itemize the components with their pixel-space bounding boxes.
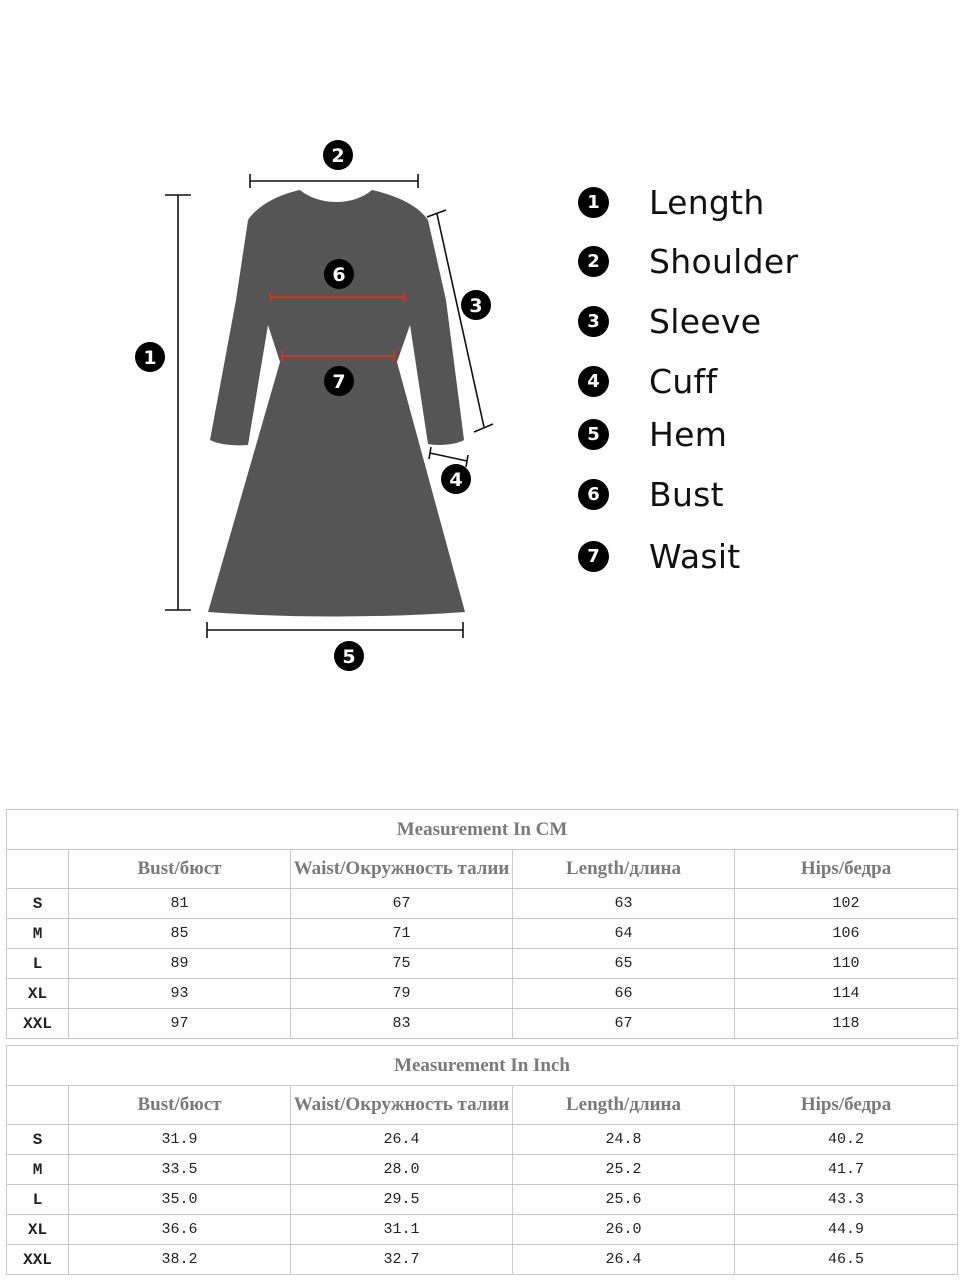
- value-cell: 40.2: [735, 1125, 958, 1155]
- value-cell: 114: [735, 979, 958, 1009]
- legend-item-waist: [578, 536, 741, 576]
- svg-text:4: 4: [449, 469, 463, 491]
- value-cell: 31.1: [291, 1215, 513, 1245]
- value-cell: 71: [291, 919, 513, 949]
- value-cell: 32.7: [291, 1245, 513, 1275]
- shoulder-dimension-line: [250, 174, 418, 188]
- header-cell: [7, 1086, 69, 1125]
- legend-item-hem: [578, 414, 727, 454]
- header-cell: Length/длина: [513, 1086, 735, 1125]
- value-cell: 24.8: [513, 1125, 735, 1155]
- table-row: [7, 1245, 958, 1275]
- cuff-dimension-line: [429, 447, 468, 467]
- value-cell: 31.9: [69, 1125, 291, 1155]
- legend-label: Length: [649, 182, 765, 222]
- svg-text:6: 6: [332, 264, 346, 286]
- table-title: Measurement In Inch: [7, 1046, 958, 1086]
- value-cell: 46.5: [735, 1245, 958, 1275]
- value-cell: 29.5: [291, 1185, 513, 1215]
- value-cell: 43.3: [735, 1185, 958, 1215]
- size-cell: XXL: [7, 1009, 69, 1039]
- value-cell: 65: [513, 949, 735, 979]
- size-table-inch: [6, 1045, 958, 1275]
- size-cell: L: [7, 1185, 69, 1215]
- value-cell: 38.2: [69, 1245, 291, 1275]
- table-row: [7, 949, 958, 979]
- value-cell: 67: [513, 1009, 735, 1039]
- value-cell: 26.0: [513, 1215, 735, 1245]
- header-cell: [7, 850, 69, 889]
- marker-3: [461, 290, 491, 320]
- table-row: [7, 1185, 958, 1215]
- size-cell: XL: [7, 979, 69, 1009]
- length-dimension-line: [165, 195, 191, 610]
- legend-label: Hem: [649, 414, 728, 454]
- header-cell: Length/длина: [513, 850, 735, 889]
- value-cell: 26.4: [291, 1125, 513, 1155]
- header-cell: Bust/бюст: [69, 1086, 291, 1125]
- value-cell: 110: [735, 949, 958, 979]
- value-cell: 97: [69, 1009, 291, 1039]
- value-cell: 89: [69, 949, 291, 979]
- value-cell: 66: [513, 979, 735, 1009]
- value-cell: 25.6: [513, 1185, 735, 1215]
- value-cell: 79: [291, 979, 513, 1009]
- value-cell: 75: [291, 949, 513, 979]
- marker-1: [135, 342, 165, 372]
- header-cell: Waist/Окружность талии: [291, 850, 513, 889]
- value-cell: 118: [735, 1009, 958, 1039]
- legend-label: Bust: [649, 474, 724, 514]
- value-cell: 81: [69, 889, 291, 919]
- value-cell: 106: [735, 919, 958, 949]
- value-cell: 63: [513, 889, 735, 919]
- size-cell: M: [7, 919, 69, 949]
- legend-label: Cuff: [649, 361, 718, 401]
- svg-text:3: 3: [469, 295, 483, 317]
- value-cell: 67: [291, 889, 513, 919]
- size-cell: S: [7, 889, 69, 919]
- legend-item-length: [578, 182, 765, 222]
- table-row: [7, 919, 958, 949]
- marker-7: [324, 366, 354, 396]
- legend-number: 4: [578, 366, 609, 397]
- size-cell: L: [7, 949, 69, 979]
- table-title-row: [7, 1046, 958, 1086]
- svg-text:2: 2: [331, 145, 345, 167]
- value-cell: 85: [69, 919, 291, 949]
- svg-text:1: 1: [143, 347, 157, 369]
- svg-text:5: 5: [342, 646, 356, 668]
- legend-number: 5: [578, 419, 609, 450]
- table-title: Measurement In CM: [7, 810, 958, 850]
- table-header-row: [7, 1086, 958, 1125]
- size-cell: XL: [7, 1215, 69, 1245]
- table-row: [7, 889, 958, 919]
- marker-4: [441, 464, 471, 494]
- table-header-row: [7, 850, 958, 889]
- value-cell: 41.7: [735, 1155, 958, 1185]
- value-cell: 36.6: [69, 1215, 291, 1245]
- svg-text:7: 7: [332, 371, 346, 393]
- size-cell: S: [7, 1125, 69, 1155]
- legend-number: 3: [578, 306, 609, 337]
- table-row: [7, 1009, 958, 1039]
- value-cell: 83: [291, 1009, 513, 1039]
- legend-item-sleeve: [578, 301, 761, 341]
- value-cell: 102: [735, 889, 958, 919]
- legend-number: 1: [578, 187, 609, 218]
- legend-item-shoulder: [578, 241, 798, 281]
- value-cell: 28.0: [291, 1155, 513, 1185]
- header-cell: Hips/бедра: [735, 850, 958, 889]
- value-cell: 26.4: [513, 1245, 735, 1275]
- value-cell: 33.5: [69, 1155, 291, 1185]
- table-row: [7, 1215, 958, 1245]
- legend-label: Wasit: [649, 536, 741, 576]
- marker-6: [324, 259, 354, 289]
- legend-label: Sleeve: [649, 301, 762, 341]
- marker-5: [334, 641, 364, 671]
- value-cell: 35.0: [69, 1185, 291, 1215]
- value-cell: 64: [513, 919, 735, 949]
- size-cell: M: [7, 1155, 69, 1185]
- hem-dimension-line: [207, 622, 463, 638]
- legend-item-bust: [578, 474, 724, 514]
- header-cell: Waist/Окружность талии: [291, 1086, 513, 1125]
- legend-number: 2: [578, 246, 609, 277]
- value-cell: 93: [69, 979, 291, 1009]
- size-cell: XXL: [7, 1245, 69, 1275]
- header-cell: Bust/бюст: [69, 850, 291, 889]
- legend-number: 6: [578, 479, 609, 510]
- dress-silhouette: [208, 190, 465, 617]
- legend-item-cuff: [578, 361, 717, 401]
- value-cell: 44.9: [735, 1215, 958, 1245]
- header-cell: Hips/бедра: [735, 1086, 958, 1125]
- table-title-row: [7, 810, 958, 850]
- table-row: [7, 979, 958, 1009]
- table-row: [7, 1155, 958, 1185]
- size-table-cm: [6, 809, 958, 1039]
- legend-label: Shoulder: [649, 241, 799, 281]
- table-row: [7, 1125, 958, 1155]
- value-cell: 25.2: [513, 1155, 735, 1185]
- marker-2: [323, 140, 353, 170]
- legend-number: 7: [578, 541, 609, 572]
